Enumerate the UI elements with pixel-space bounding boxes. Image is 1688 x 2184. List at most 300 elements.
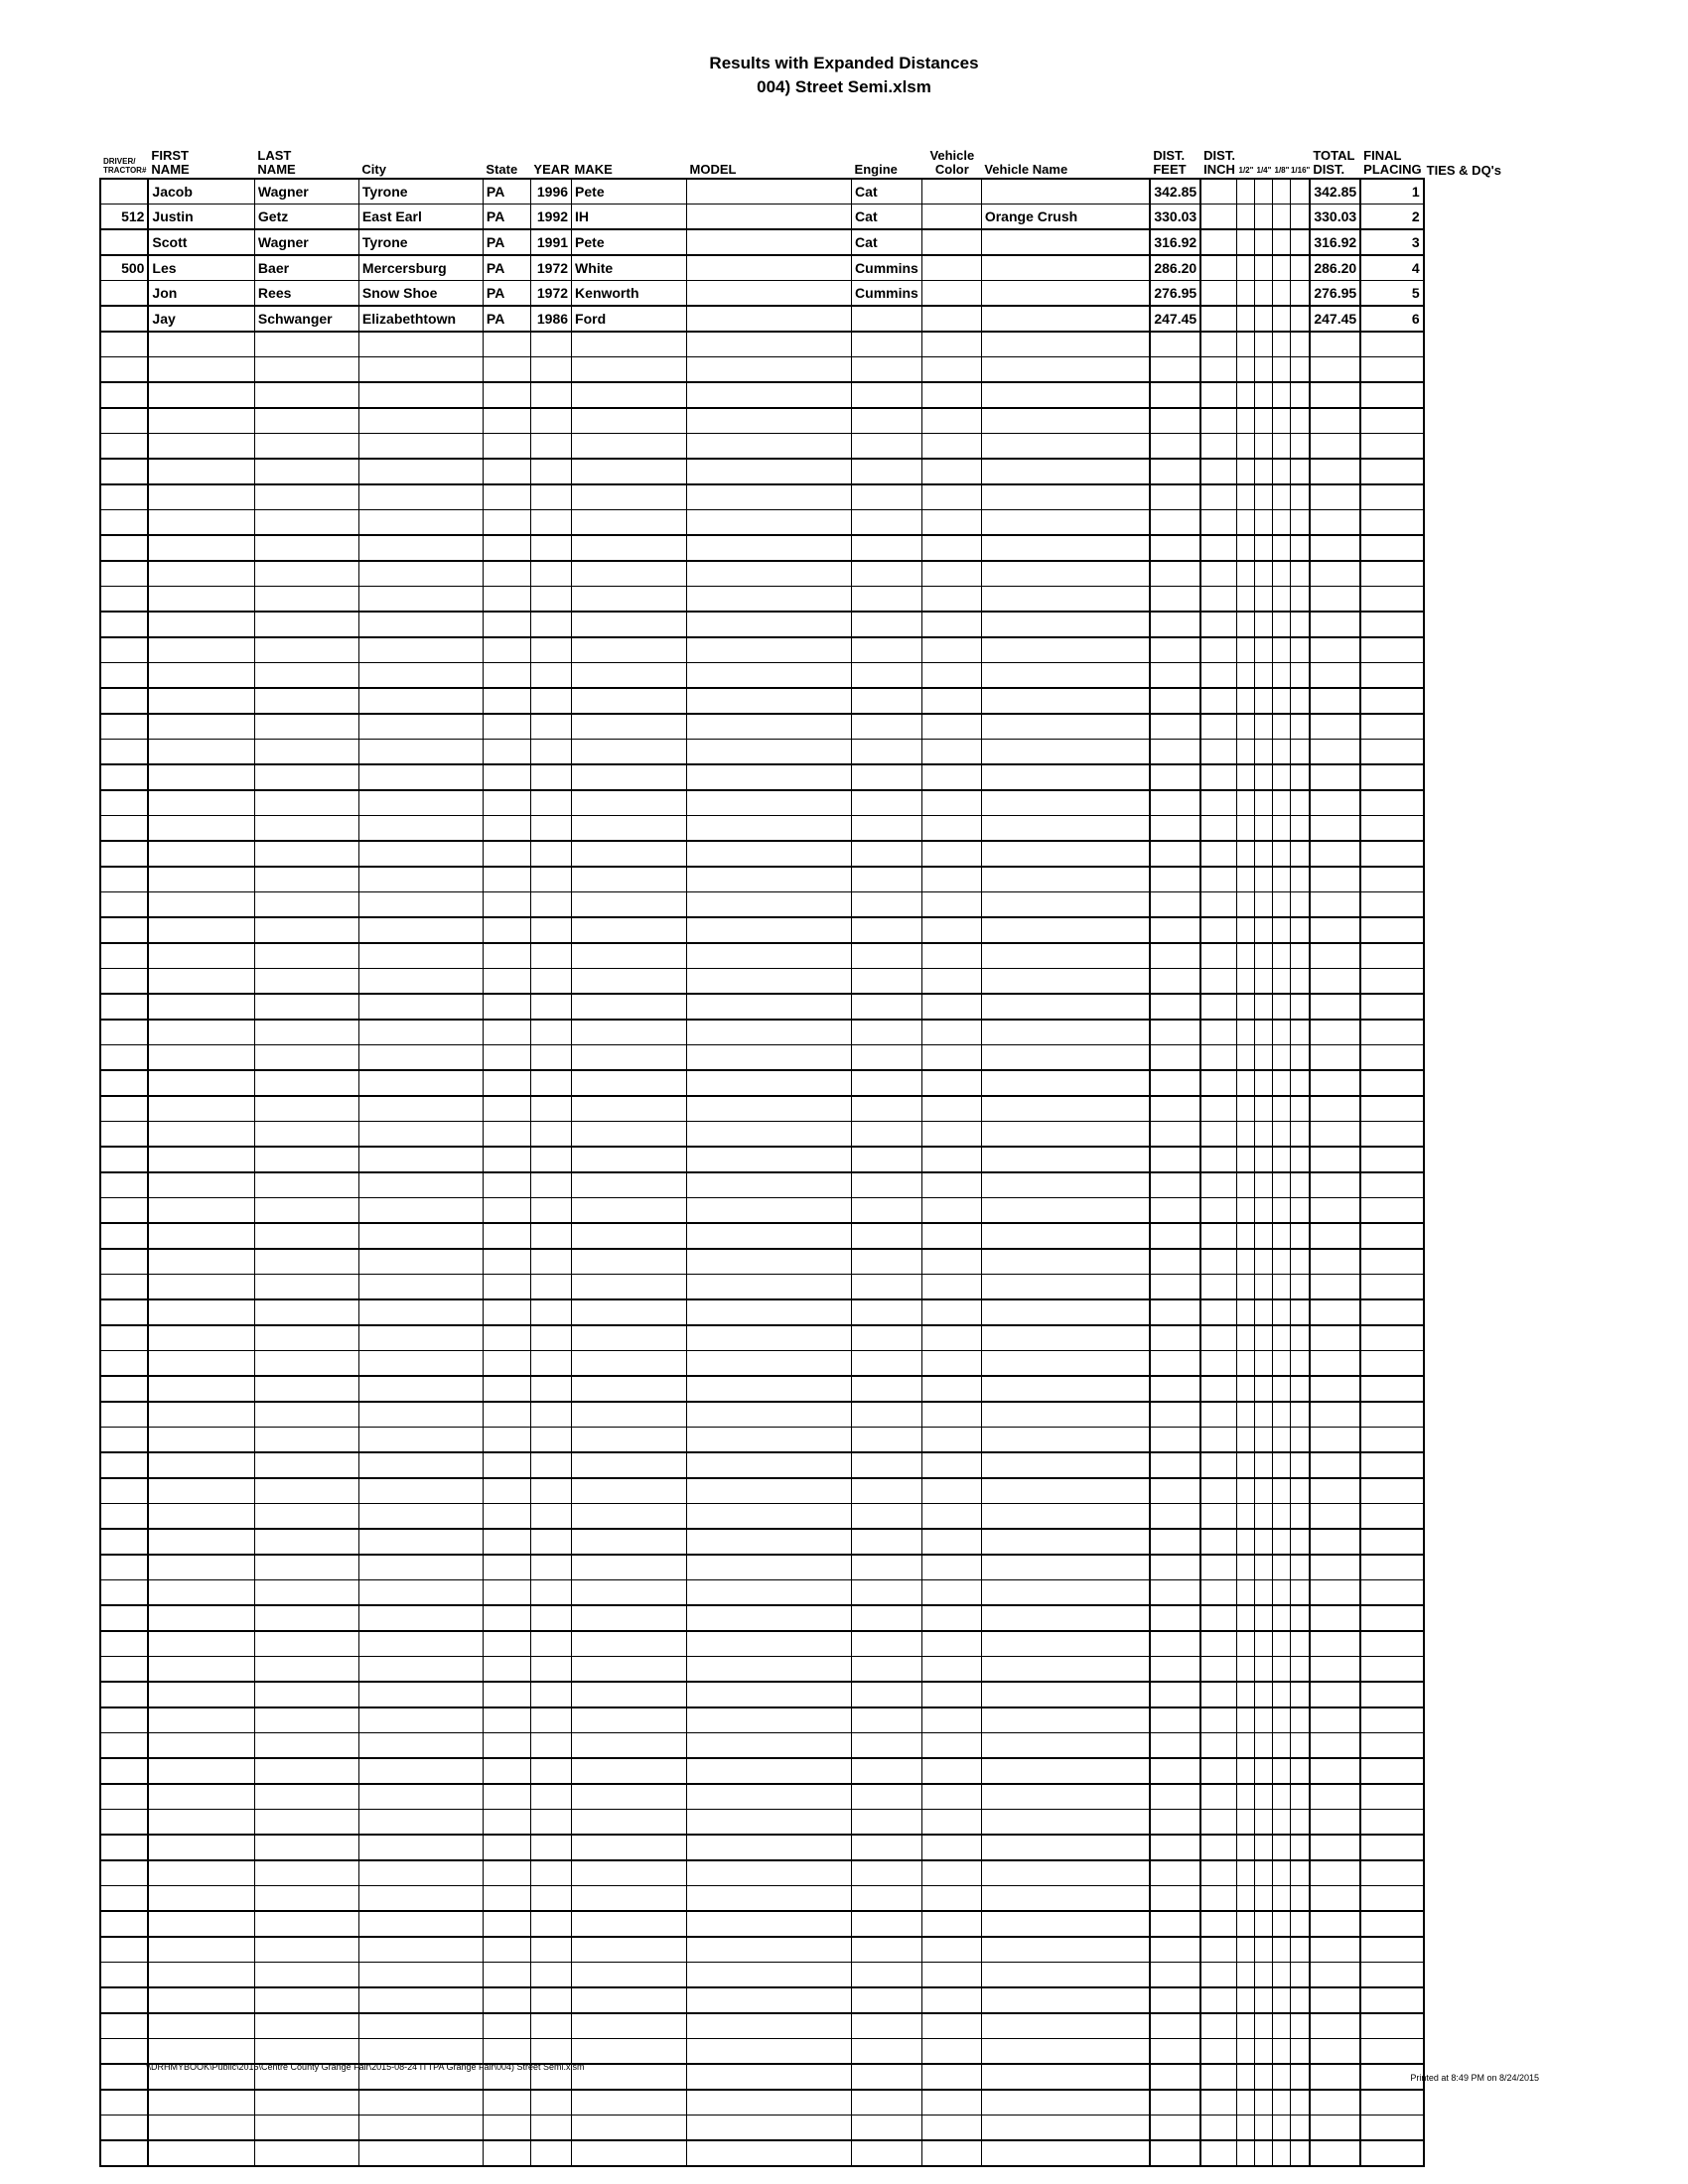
- cell-year: [530, 1070, 571, 1096]
- cell-f8: [1273, 1504, 1291, 1530]
- cell-make: [572, 1070, 687, 1096]
- cell-f16: [1291, 1758, 1310, 1784]
- cell-f8: [1273, 1122, 1291, 1148]
- cell-vname: [981, 1070, 1150, 1096]
- cell-make: Ford: [572, 306, 687, 332]
- cell-city: [358, 1172, 483, 1198]
- cell-state: [483, 943, 530, 969]
- cell-f4: [1255, 764, 1273, 790]
- empty-row: [100, 1605, 1533, 1631]
- cell-f16: [1291, 1376, 1310, 1402]
- cell-f2: [1237, 1299, 1255, 1325]
- cell-vname: [981, 535, 1150, 561]
- cell-model: [687, 1504, 852, 1530]
- cell-color: [921, 2013, 981, 2039]
- cell-f8: [1273, 1605, 1291, 1631]
- cell-f2: [1237, 1452, 1255, 1478]
- cell-last: [254, 1122, 358, 1148]
- cell-placing: [1360, 1963, 1424, 1988]
- cell-inch: [1200, 1810, 1237, 1836]
- cell-f4: [1255, 1249, 1273, 1275]
- cell-model: [687, 994, 852, 1020]
- cell-f4: [1255, 1122, 1273, 1148]
- cell-year: [530, 332, 571, 357]
- cell-f8: [1273, 1402, 1291, 1428]
- cell-vname: [981, 663, 1150, 689]
- cell-f4: [1255, 1580, 1273, 1606]
- empty-row: [100, 1987, 1533, 2013]
- cell-f4: [1255, 1860, 1273, 1886]
- header-feet: DIST. FEET: [1150, 137, 1200, 179]
- cell-make: [572, 1478, 687, 1504]
- cell-ties: [1424, 1147, 1533, 1172]
- cell-ties: [1424, 688, 1533, 714]
- cell-color: [921, 1428, 981, 1453]
- cell-ties: [1424, 943, 1533, 969]
- cell-state: [483, 2116, 530, 2141]
- cell-make: [572, 943, 687, 969]
- cell-first: [148, 1987, 254, 2013]
- cell-engine: [852, 535, 922, 561]
- cell-state: [483, 892, 530, 918]
- cell-f16: [1291, 612, 1310, 637]
- cell-model: [687, 1325, 852, 1351]
- cell-engine: [852, 1555, 922, 1580]
- cell-f4: [1255, 2064, 1273, 2090]
- cell-f8: [1273, 612, 1291, 637]
- cell-last: [254, 1657, 358, 1683]
- cell-f2: [1237, 2090, 1255, 2116]
- cell-last: [254, 1249, 358, 1275]
- cell-f4: [1255, 1452, 1273, 1478]
- cell-total: [1310, 1682, 1360, 1707]
- cell-year: [530, 1707, 571, 1733]
- cell-tractor: [100, 2013, 148, 2039]
- cell-total: [1310, 1963, 1360, 1988]
- cell-year: [530, 1045, 571, 1071]
- cell-inch: [1200, 1325, 1237, 1351]
- cell-f4: [1255, 1937, 1273, 1963]
- cell-total: [1310, 1376, 1360, 1402]
- cell-inch: [1200, 1172, 1237, 1198]
- cell-vname: [981, 408, 1150, 434]
- cell-model: [687, 484, 852, 510]
- cell-f8: [1273, 1555, 1291, 1580]
- cell-city: [358, 1070, 483, 1096]
- cell-feet: [1150, 790, 1200, 816]
- cell-state: [483, 1733, 530, 1759]
- cell-f2: [1237, 2140, 1255, 2166]
- cell-city: [358, 484, 483, 510]
- cell-tractor: [100, 1707, 148, 1733]
- empty-row: [100, 790, 1533, 816]
- cell-placing: 2: [1360, 205, 1424, 230]
- cell-first: [148, 994, 254, 1020]
- cell-f4: [1255, 1707, 1273, 1733]
- cell-inch: [1200, 1682, 1237, 1707]
- cell-inch: [1200, 587, 1237, 613]
- cell-city: [358, 510, 483, 536]
- cell-f16: [1291, 2090, 1310, 2116]
- cell-first: [148, 1605, 254, 1631]
- cell-engine: [852, 1325, 922, 1351]
- empty-row: [100, 1428, 1533, 1453]
- cell-year: [530, 1605, 571, 1631]
- cell-total: [1310, 1096, 1360, 1122]
- empty-row: [100, 1911, 1533, 1937]
- cell-state: [483, 1452, 530, 1478]
- cell-vname: [981, 306, 1150, 332]
- cell-tractor: [100, 1428, 148, 1453]
- cell-make: [572, 1733, 687, 1759]
- cell-placing: [1360, 1198, 1424, 1224]
- header-f4: 1/4": [1255, 137, 1273, 179]
- cell-engine: [852, 1860, 922, 1886]
- cell-vname: [981, 1733, 1150, 1759]
- cell-city: [358, 1784, 483, 1810]
- cell-ties: [1424, 1122, 1533, 1148]
- cell-total: [1310, 2064, 1360, 2090]
- cell-first: [148, 1376, 254, 1402]
- cell-inch: [1200, 1733, 1237, 1759]
- cell-feet: [1150, 1198, 1200, 1224]
- cell-f8: [1273, 892, 1291, 918]
- cell-f8: [1273, 994, 1291, 1020]
- cell-state: [483, 1096, 530, 1122]
- cell-city: [358, 1223, 483, 1249]
- cell-first: [148, 2090, 254, 2116]
- cell-f16: [1291, 714, 1310, 740]
- cell-state: [483, 1351, 530, 1377]
- cell-state: [483, 1758, 530, 1784]
- cell-engine: [852, 1987, 922, 2013]
- cell-city: [358, 1631, 483, 1657]
- cell-state: [483, 1835, 530, 1860]
- cell-vname: [981, 1860, 1150, 1886]
- cell-color: [921, 1784, 981, 1810]
- cell-f8: [1273, 1911, 1291, 1937]
- cell-f4: [1255, 2090, 1273, 2116]
- cell-model: [687, 535, 852, 561]
- cell-total: [1310, 1733, 1360, 1759]
- cell-year: [530, 2090, 571, 2116]
- cell-f4: [1255, 917, 1273, 943]
- cell-ties: [1424, 663, 1533, 689]
- cell-tractor: [100, 229, 148, 255]
- cell-tractor: [100, 1886, 148, 1912]
- cell-f16: [1291, 2039, 1310, 2065]
- cell-state: [483, 1020, 530, 1045]
- cell-engine: [852, 2140, 922, 2166]
- cell-f16: [1291, 306, 1310, 332]
- cell-f8: [1273, 2064, 1291, 2090]
- cell-make: [572, 484, 687, 510]
- cell-last: [254, 994, 358, 1020]
- cell-make: Pete: [572, 229, 687, 255]
- cell-placing: [1360, 357, 1424, 383]
- cell-feet: [1150, 917, 1200, 943]
- header-engine: Engine: [852, 137, 922, 179]
- cell-f8: [1273, 663, 1291, 689]
- cell-year: [530, 1758, 571, 1784]
- cell-city: [358, 1860, 483, 1886]
- cell-placing: [1360, 408, 1424, 434]
- cell-vname: [981, 1707, 1150, 1733]
- cell-placing: [1360, 994, 1424, 1020]
- cell-state: [483, 1657, 530, 1683]
- cell-feet: [1150, 2140, 1200, 2166]
- cell-f8: [1273, 969, 1291, 995]
- cell-total: [1310, 816, 1360, 842]
- cell-tractor: [100, 1682, 148, 1707]
- cell-vname: [981, 1987, 1150, 2013]
- cell-city: [358, 357, 483, 383]
- cell-f4: [1255, 1810, 1273, 1836]
- cell-engine: [852, 714, 922, 740]
- cell-color: [921, 1810, 981, 1836]
- cell-feet: [1150, 1325, 1200, 1351]
- cell-last: [254, 867, 358, 892]
- cell-vname: [981, 434, 1150, 460]
- cell-placing: [1360, 841, 1424, 867]
- cell-total: [1310, 1707, 1360, 1733]
- cell-vname: [981, 1045, 1150, 1071]
- cell-year: [530, 1275, 571, 1300]
- cell-placing: [1360, 1733, 1424, 1759]
- cell-inch: [1200, 1223, 1237, 1249]
- cell-tractor: [100, 1478, 148, 1504]
- cell-first: [148, 1555, 254, 1580]
- cell-model: [687, 969, 852, 995]
- cell-make: [572, 459, 687, 484]
- cell-model: [687, 1631, 852, 1657]
- cell-f4: [1255, 740, 1273, 765]
- cell-make: [572, 1351, 687, 1377]
- cell-last: Getz: [254, 205, 358, 230]
- cell-inch: [1200, 2064, 1237, 2090]
- empty-row: [100, 484, 1533, 510]
- cell-ties: [1424, 510, 1533, 536]
- cell-tractor: [100, 561, 148, 587]
- cell-first: [148, 1478, 254, 1504]
- cell-make: [572, 1682, 687, 1707]
- cell-f4: [1255, 1835, 1273, 1860]
- cell-tractor: [100, 764, 148, 790]
- cell-engine: [852, 1020, 922, 1045]
- cell-first: Justin: [148, 205, 254, 230]
- cell-feet: [1150, 1504, 1200, 1530]
- cell-color: [921, 535, 981, 561]
- cell-make: White: [572, 255, 687, 281]
- cell-model: [687, 1376, 852, 1402]
- cell-state: [483, 1580, 530, 1606]
- cell-make: Kenworth: [572, 281, 687, 307]
- cell-inch: [1200, 1045, 1237, 1071]
- cell-vname: [981, 1249, 1150, 1275]
- cell-color: [921, 306, 981, 332]
- cell-f16: [1291, 816, 1310, 842]
- cell-ties: [1424, 1325, 1533, 1351]
- cell-color: [921, 1172, 981, 1198]
- cell-f16: [1291, 1682, 1310, 1707]
- cell-last: [254, 1758, 358, 1784]
- cell-vname: [981, 1122, 1150, 1148]
- cell-model: [687, 943, 852, 969]
- cell-f16: [1291, 281, 1310, 307]
- cell-color: [921, 1504, 981, 1530]
- cell-year: [530, 1555, 571, 1580]
- cell-f8: [1273, 484, 1291, 510]
- cell-total: [1310, 1605, 1360, 1631]
- cell-feet: [1150, 688, 1200, 714]
- cell-vname: [981, 1428, 1150, 1453]
- cell-total: [1310, 1070, 1360, 1096]
- cell-color: [921, 1580, 981, 1606]
- cell-ties: [1424, 408, 1533, 434]
- cell-vname: [981, 459, 1150, 484]
- cell-total: [1310, 561, 1360, 587]
- cell-engine: [852, 408, 922, 434]
- cell-first: [148, 892, 254, 918]
- cell-first: [148, 1299, 254, 1325]
- cell-inch: [1200, 205, 1237, 230]
- cell-color: [921, 917, 981, 943]
- cell-color: [921, 1147, 981, 1172]
- cell-state: [483, 382, 530, 408]
- empty-row: [100, 892, 1533, 918]
- cell-f16: [1291, 1249, 1310, 1275]
- cell-state: [483, 1122, 530, 1148]
- cell-vname: [981, 1605, 1150, 1631]
- cell-f4: [1255, 1045, 1273, 1071]
- cell-model: [687, 1963, 852, 1988]
- cell-ties: [1424, 1299, 1533, 1325]
- cell-color: [921, 1478, 981, 1504]
- cell-f16: [1291, 740, 1310, 765]
- cell-ties: [1424, 1020, 1533, 1045]
- cell-f16: [1291, 2013, 1310, 2039]
- cell-last: [254, 2090, 358, 2116]
- cell-f2: [1237, 663, 1255, 689]
- cell-inch: [1200, 1299, 1237, 1325]
- cell-city: Elizabethtown: [358, 306, 483, 332]
- cell-make: [572, 1810, 687, 1836]
- cell-feet: [1150, 740, 1200, 765]
- cell-f8: [1273, 1070, 1291, 1096]
- cell-state: [483, 1963, 530, 1988]
- cell-tractor: [100, 1580, 148, 1606]
- cell-year: [530, 1860, 571, 1886]
- cell-model: [687, 1147, 852, 1172]
- cell-year: [530, 1504, 571, 1530]
- cell-placing: [1360, 332, 1424, 357]
- cell-state: [483, 612, 530, 637]
- cell-last: [254, 764, 358, 790]
- cell-tractor: [100, 1070, 148, 1096]
- cell-vname: [981, 841, 1150, 867]
- cell-model: [687, 1987, 852, 2013]
- empty-row: [100, 1351, 1533, 1377]
- empty-row: [100, 764, 1533, 790]
- cell-ties: [1424, 2116, 1533, 2141]
- cell-state: PA: [483, 281, 530, 307]
- cell-make: [572, 1402, 687, 1428]
- cell-city: [358, 382, 483, 408]
- cell-ties: [1424, 484, 1533, 510]
- cell-ties: [1424, 1428, 1533, 1453]
- cell-f2: [1237, 1325, 1255, 1351]
- cell-f16: [1291, 637, 1310, 663]
- cell-color: [921, 1835, 981, 1860]
- cell-f16: [1291, 1784, 1310, 1810]
- cell-first: Jay: [148, 306, 254, 332]
- cell-first: [148, 434, 254, 460]
- cell-f4: [1255, 1529, 1273, 1555]
- cell-tractor: [100, 357, 148, 383]
- cell-city: [358, 408, 483, 434]
- cell-f4: [1255, 1428, 1273, 1453]
- cell-vname: [981, 1555, 1150, 1580]
- cell-city: [358, 1657, 483, 1683]
- cell-year: [530, 764, 571, 790]
- cell-model: [687, 306, 852, 332]
- cell-make: [572, 1580, 687, 1606]
- cell-color: [921, 2140, 981, 2166]
- empty-row: [100, 816, 1533, 842]
- cell-first: [148, 382, 254, 408]
- cell-color: [921, 179, 981, 205]
- cell-f8: [1273, 357, 1291, 383]
- cell-color: [921, 1911, 981, 1937]
- cell-f16: [1291, 1299, 1310, 1325]
- cell-engine: Cummins: [852, 255, 922, 281]
- cell-f2: [1237, 1555, 1255, 1580]
- cell-city: [358, 1733, 483, 1759]
- cell-f8: [1273, 1172, 1291, 1198]
- cell-make: [572, 1122, 687, 1148]
- cell-model: [687, 332, 852, 357]
- cell-model: [687, 1428, 852, 1453]
- cell-color: [921, 1631, 981, 1657]
- cell-inch: [1200, 790, 1237, 816]
- cell-city: [358, 2116, 483, 2141]
- cell-state: [483, 561, 530, 587]
- cell-first: [148, 1504, 254, 1530]
- cell-color: [921, 1860, 981, 1886]
- header-color: Vehicle Color: [921, 137, 981, 179]
- cell-model: [687, 867, 852, 892]
- cell-f16: [1291, 1325, 1310, 1351]
- cell-feet: [1150, 1249, 1200, 1275]
- cell-feet: [1150, 764, 1200, 790]
- cell-state: [483, 1605, 530, 1631]
- cell-color: [921, 484, 981, 510]
- cell-year: [530, 434, 571, 460]
- cell-vname: [981, 510, 1150, 536]
- cell-f4: [1255, 1299, 1273, 1325]
- cell-first: [148, 1275, 254, 1300]
- cell-tractor: [100, 2116, 148, 2141]
- empty-row: [100, 2039, 1533, 2065]
- cell-tractor: [100, 1835, 148, 1860]
- cell-total: [1310, 1555, 1360, 1580]
- cell-year: [530, 790, 571, 816]
- cell-total: [1310, 1147, 1360, 1172]
- cell-placing: [1360, 1428, 1424, 1453]
- cell-color: [921, 1376, 981, 1402]
- cell-f16: [1291, 1045, 1310, 1071]
- cell-make: [572, 332, 687, 357]
